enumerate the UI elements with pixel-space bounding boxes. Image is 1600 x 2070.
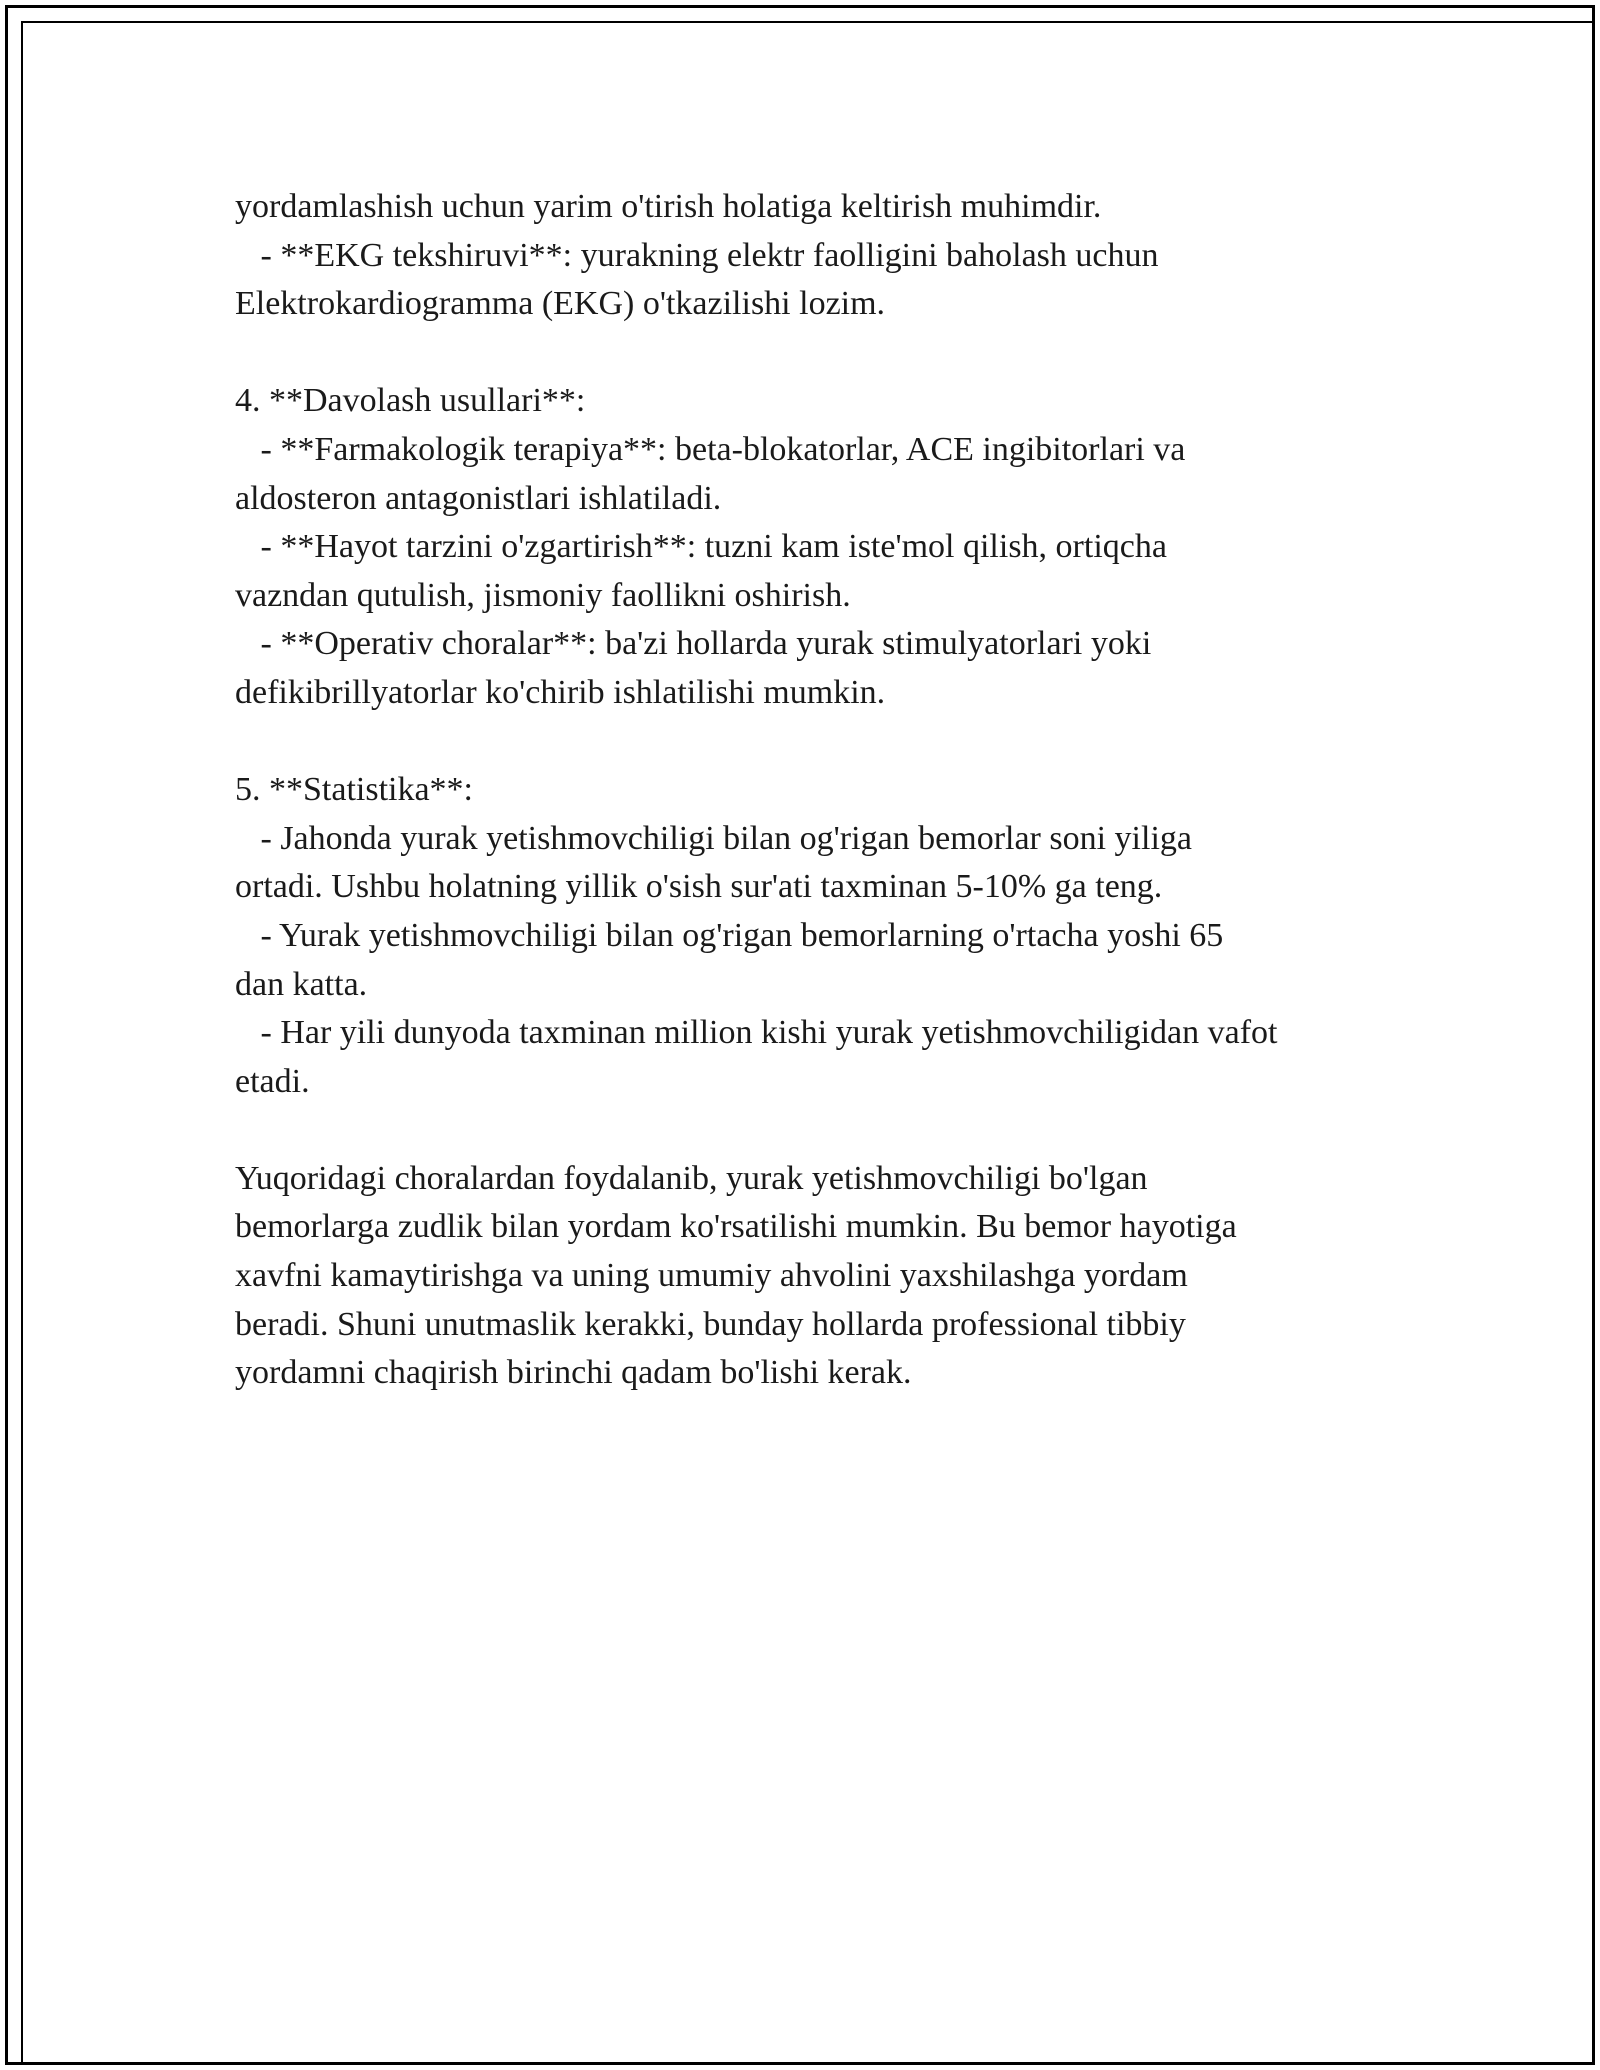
text-line: beradi. Shuni unutmaslik kerakki, bunday hollarda professional tibbiy [235,1305,1186,1343]
section-heading: 5. **Statistika**: [235,771,473,809]
paragraph-gap [235,718,1415,767]
text-line: - **Hayot tarzini o'zgartirish**: tuzni kam iste'mol qilish, ortiqcha [235,528,1167,566]
text-line: - Har yili dunyoda taxminan million kishi yurak yetishmovchiligidan vafot [235,1014,1278,1052]
section-4-treatment [235,377,1415,717]
text-line: - **Operativ choralar**: ba'zi hollarda yurak stimulyatorlari yoki [235,625,1152,663]
conclusion-paragraph [235,1155,1415,1398]
document-body [235,183,1415,1398]
text-line: aldosteron antagonistlari ishlatiladi. [235,479,722,517]
text-line: yordamni chaqirish birinchi qadam bo'lishi kerak. [235,1354,912,1392]
text-line: Yuqoridagi choralardan foydalanib, yurak yetishmovchiligi bo'lgan [235,1159,1148,1197]
text-line: - **EKG tekshiruvi**: yurakning elektr faolligini baholash uchun [235,236,1159,274]
text-line: - **Farmakologik terapiya**: beta-blokatorlar, ACE ingibitorlari va [235,430,1186,468]
paragraph-gap [235,329,1415,378]
text-line: - Yurak yetishmovchiligi bilan og'rigan bemorlarning o'rtacha yoshi 65 [235,916,1224,954]
text-line: dan katta. [235,965,368,1003]
text-line: Elektrokardiogramma (EKG) o'tkazilishi lozim. [235,285,886,323]
text-line: xavfni kamaytirishga va uning umumiy ahvolini yaxshilashga yordam [235,1257,1188,1295]
text-line: ortadi. Ushbu holatning yillik o'sish sur'ati taxminan 5-10% ga teng. [235,868,1163,906]
section-3-tail [235,183,1415,329]
text-line: yordamlashish uchun yarim o'tirish holatiga keltirish muhimdir. [235,188,1102,225]
paragraph-gap [235,1106,1415,1155]
section-heading: 4. **Davolash usullari**: [235,382,586,420]
text-line: - Jahonda yurak yetishmovchiligi bilan og'rigan bemorlar soni yiliga [235,819,1192,857]
text-line: etadi. [235,1062,310,1100]
text-line: bemorlarga zudlik bilan yordam ko'rsatilishi mumkin. Bu bemor hayotiga [235,1208,1237,1246]
section-5-statistics [235,766,1415,1106]
text-line: vazndan qutulish, jismoniy faollikni oshirish. [235,576,851,614]
text-line: defikibrillyatorlar ko'chirib ishlatilishi mumkin. [235,673,886,711]
